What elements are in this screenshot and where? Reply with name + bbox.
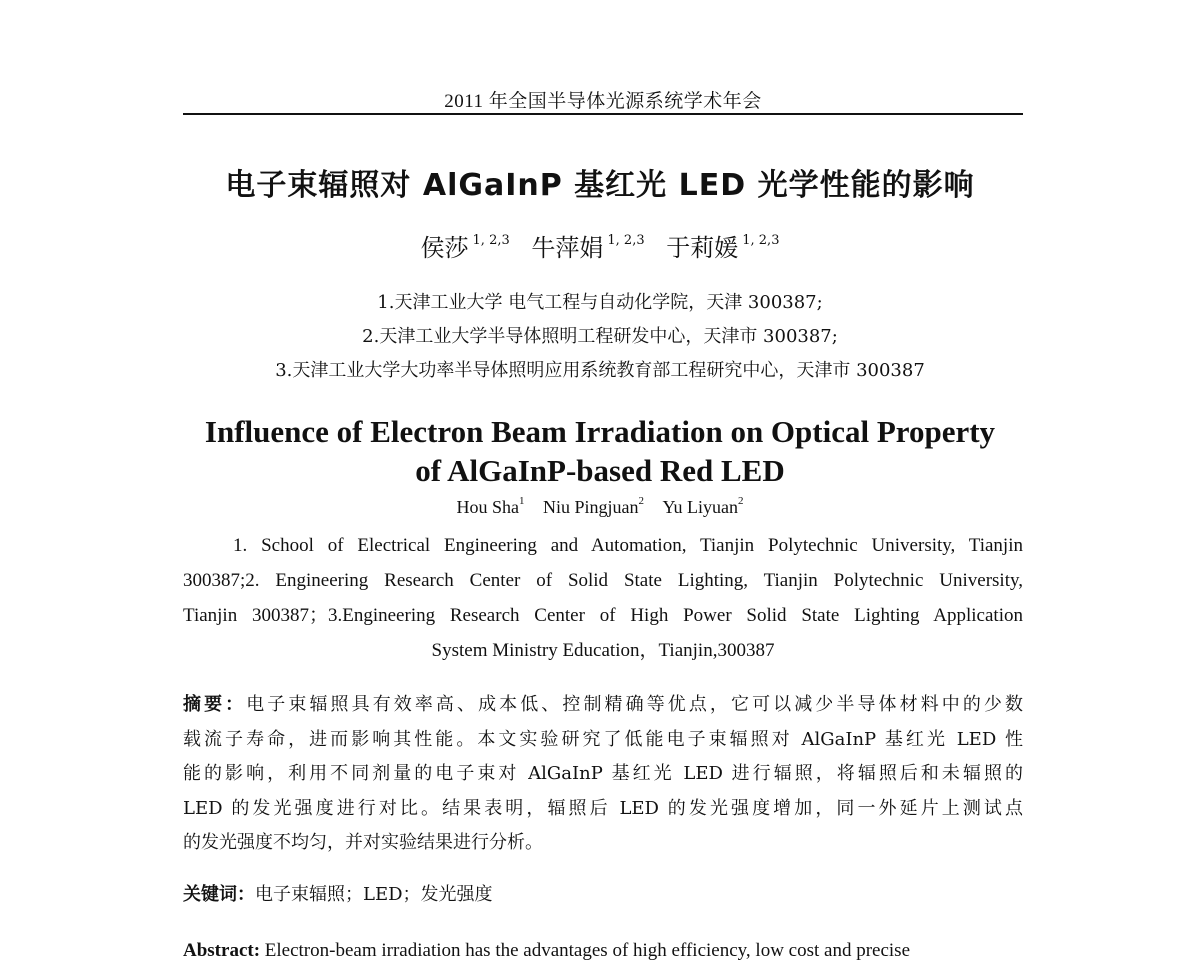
english-affiliation-line: 1. School of Electrical Engineering and Automation, Tianjin Polytechnic University, Tianjin [233, 535, 1023, 556]
author-affil-sup: 2 [638, 495, 644, 507]
author-affil-sup: 1, 2,3 [742, 233, 780, 248]
abstract-label: 摘要： [183, 694, 247, 715]
abstract-line: LED 的发光强度进行对比。结果表明，辐照后 LED 的发光强度增加，同一外延片上测试点 [183, 797, 1023, 819]
author-2-cn [531, 234, 644, 262]
english-affiliation-line: 300387;2. Engineering Research Center of Solid State Lighting, Tianjin Polytechnic University, [183, 570, 1023, 591]
author-name: Hou Sha [456, 497, 519, 517]
author-1-en [456, 497, 524, 517]
author-affil-sup: 1, 2,3 [472, 233, 510, 248]
author-1-cn [421, 234, 510, 262]
chinese-keywords [183, 880, 1023, 906]
abstract-text-en: Electron-beam irradiation has the advantages of high efficiency, low cost and precise [260, 940, 911, 961]
abstract-line: 能的影响，利用不同剂量的电子束对 AlGaInP 基红光 LED 进行辐照，将辐照后和未辐照的 [183, 763, 1023, 784]
author-2-en [543, 497, 644, 517]
author-name: Niu Pingjuan [542, 497, 639, 517]
author-name: 于莉媛 [666, 234, 739, 262]
abstract-line [183, 688, 1023, 723]
chinese-authors [0, 228, 1200, 263]
chinese-abstract [183, 688, 1023, 861]
abstract-label-en: Abstract: [183, 940, 261, 961]
english-abstract [183, 934, 1023, 968]
keywords-text: 电子束辐照；LED；发光强度 [255, 884, 493, 905]
chinese-affiliation-2: 2.天津工业大学半导体照明工程研发中心，天津市 300387; [362, 326, 838, 347]
header-rule [183, 113, 1023, 115]
english-title-line-1: Influence of Electron Beam Irradiation on Optical Property [204, 414, 996, 449]
keywords-label: 关键词： [183, 884, 255, 905]
author-name: Yu Liyuan [662, 497, 738, 517]
running-header: 2011 年全国半导体光源系统学术年会 [444, 91, 762, 112]
chinese-affiliation-1: 1.天津工业大学 电气工程与自动化学院，天津 300387; [377, 292, 823, 313]
author-affil-sup: 2 [738, 495, 744, 507]
author-name: 侯莎 [420, 234, 469, 262]
author-3-cn [666, 234, 779, 262]
english-affiliation-line: Tianjin 300387；3.Engineering Research Center of High Power Solid State Lighting Application [183, 605, 1023, 626]
english-affiliation-line: System Ministry Education，Tianjin,300387 [431, 640, 775, 661]
abstract-line: 载流子寿命，进而影响其性能。本文实验研究了低能电子束辐照对 AlGaInP 基红光 LED 性 [183, 728, 1023, 750]
abstract-line: 的发光强度不均匀，并对实验结果进行分析。 [183, 832, 543, 853]
english-affiliations [183, 528, 1023, 668]
author-affil-sup: 1, 2,3 [607, 233, 645, 248]
chinese-title: 电子束辐照对 AlGaInP 基红光 LED 光学性能的影响 [225, 168, 975, 203]
chinese-affiliation-3: 3.天津工业大学大功率半导体照明应用系统教育部工程研究中心，天津市 300387 [275, 360, 925, 381]
english-authors [0, 495, 1200, 518]
abstract-text: 电子束辐照具有效率高、成本低、控制精确等优点，它可以减少半导体材料中的少数 [246, 694, 1023, 715]
english-title [0, 412, 1200, 490]
author-name: 牛萍娟 [531, 234, 604, 262]
author-3-en [663, 497, 744, 517]
author-affil-sup: 1 [518, 495, 525, 507]
english-title-line-2: of AlGaInP-based Red LED [415, 453, 785, 488]
